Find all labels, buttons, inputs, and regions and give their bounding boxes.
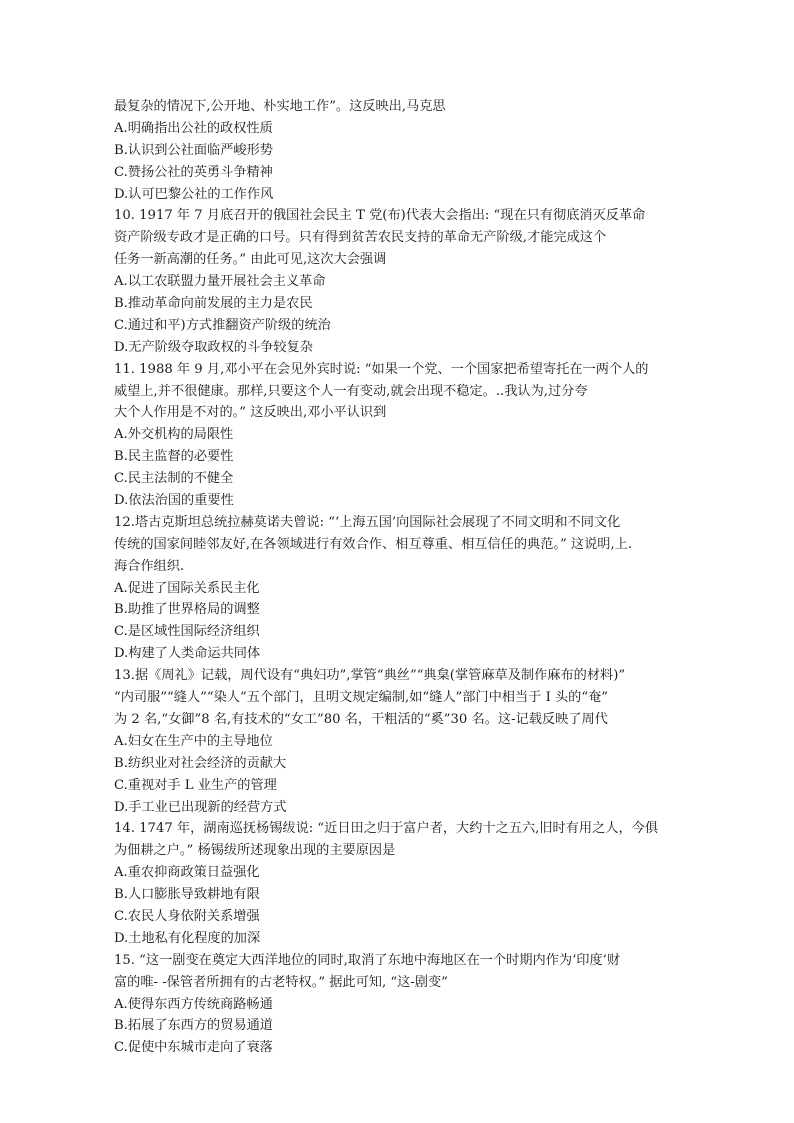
question-stem-line: 为 2 名,“女御”8 名,有技术的“女工”80 名，干粗活的“奚”30 名。这-记载反映了周代 [114, 711, 608, 727]
question-5 [114, 818, 694, 949]
question-stem-line: 12.塔古克斯坦总统拉赫莫诺夫曾说: “‘上海五国’向国际社会展现了不同文明和不同文化 [114, 514, 621, 530]
question-stem-line: 为佃耕之户。” 杨锡绂所述现象出现的主要原因是 [114, 843, 396, 859]
answer-option: A.使得东西方传统商路畅通 [114, 996, 273, 1012]
answer-option: D.手工业已出现新的经营方式 [114, 799, 287, 815]
question-stem-line: 最复杂的情况下,公开地、朴实地工作”。这反映出,马克思 [114, 99, 446, 114]
answer-option: C.促使中东城市走向了衰落 [114, 1040, 273, 1056]
answer-option: D.依法治国的重要性 [114, 493, 234, 509]
answer-option: D.构建了人类命运共同体 [114, 646, 261, 662]
question-stem-line: 富的唯- -保管者所拥有的古老特权。” 据此可知, “这-剧变” [114, 974, 448, 990]
question-stem-line: 14. 1747 年，湖南巡抚杨锡绂说: “近日田之归于富户者，大约十之五六,旧时有用之人，今俱 [114, 821, 659, 837]
question-stem-line: 10. 1917 年 7 月底召开的俄国社会民主 T 党(布)代表大会指出: “现在只有彻底消灭反革命 [114, 208, 646, 224]
question-0 [114, 96, 694, 205]
question-stem-line: 大个人作用是不对的。” 这反映出,邓小平认识到 [114, 405, 387, 421]
question-stem-line: “内司服”“缝人”“染人”五个部门，且明文规定编制,如“缝人”部门中相当于 I 头的“奄” [114, 690, 609, 706]
question-6 [114, 950, 694, 1059]
answer-option: C.民主法制的不健全 [114, 471, 234, 487]
answer-option: B.纺织业对社会经济的贡献大 [114, 755, 287, 771]
answer-option: A.以工农联盟力量开展社会主义革命 [114, 274, 326, 290]
answer-option: A.妇女在生产中的主导地位 [114, 733, 273, 749]
answer-option: B.认识到公社面临严峻形势 [114, 142, 273, 158]
answer-option: D.无产阶级夺取政权的斗争较复杂 [114, 339, 313, 355]
answer-option: B.拓展了东西方的贸易通道 [114, 1018, 273, 1034]
exam-page [114, 96, 694, 1059]
answer-option: B.民主监督的必要性 [114, 449, 234, 465]
answer-option: C.通过和平)方式推翻资产阶级的统治 [114, 317, 331, 333]
answer-option: B.推动革命向前发展的主力是农民 [114, 296, 313, 312]
question-stem-line: 任务一新高潮的任务。” 由此可见,这次大会强调 [114, 252, 387, 268]
question-stem-line: 传统的国家间睦邻友好,在各领域进行有效合作、相互尊重、相互信任的典范。” 这说明,上. [114, 536, 633, 552]
question-stem-line: 海合作组织. [114, 558, 185, 574]
answer-option: A.重农抑商政策日益强化 [114, 865, 260, 881]
answer-option: A.促进了国际关系民主化 [114, 580, 260, 596]
answer-option: C.赞扬公社的英勇斗争精神 [114, 164, 273, 180]
answer-option: B.人口膨胀导致耕地有限 [114, 887, 260, 903]
question-stem-line: 威望上,并不很健康。那样,只要这个人一有变动,就会出现不稳定。..我认为,过分夸 [114, 383, 588, 399]
answer-option: C.农民人身依附关系增强 [114, 908, 260, 924]
answer-option: A.外交机构的局限性 [114, 427, 234, 443]
question-stem-line: 资产阶级专政才是正确的口号。只有得到贫苦农民支持的革命无产阶级,才能完成这个 [114, 230, 607, 246]
answer-option: C.重视对手 L 业生产的管理 [114, 777, 277, 793]
answer-option: D.认可巴黎公社的工作作风 [114, 186, 274, 202]
question-2 [114, 359, 694, 512]
answer-option: C.是区域性国际经济组织 [114, 624, 260, 640]
question-4 [114, 665, 694, 818]
answer-option: A.明确指出公社的政权性质 [114, 120, 273, 136]
answer-option: B.助推了世界格局的调整 [114, 602, 260, 618]
question-3 [114, 512, 694, 665]
answer-option: D.土地私有化程度的加深 [114, 930, 261, 946]
question-1 [114, 205, 694, 358]
question-stem-line: 15. “这一剧变在奠定大西洋地位的同时,取消了东地中海地区在一个时期内作为‘印度’财 [114, 952, 621, 968]
question-stem-line: 11. 1988 年 9 月,邓小平在会见外宾时说: “如果一个党、一个国家把希望寄托在一两个人的 [114, 361, 649, 377]
question-stem-line: 13.据《周礼》记载，周代设有“典妇功”,掌管“典丝”“典枲(掌管麻草及制作麻布的材料)” [114, 668, 626, 684]
